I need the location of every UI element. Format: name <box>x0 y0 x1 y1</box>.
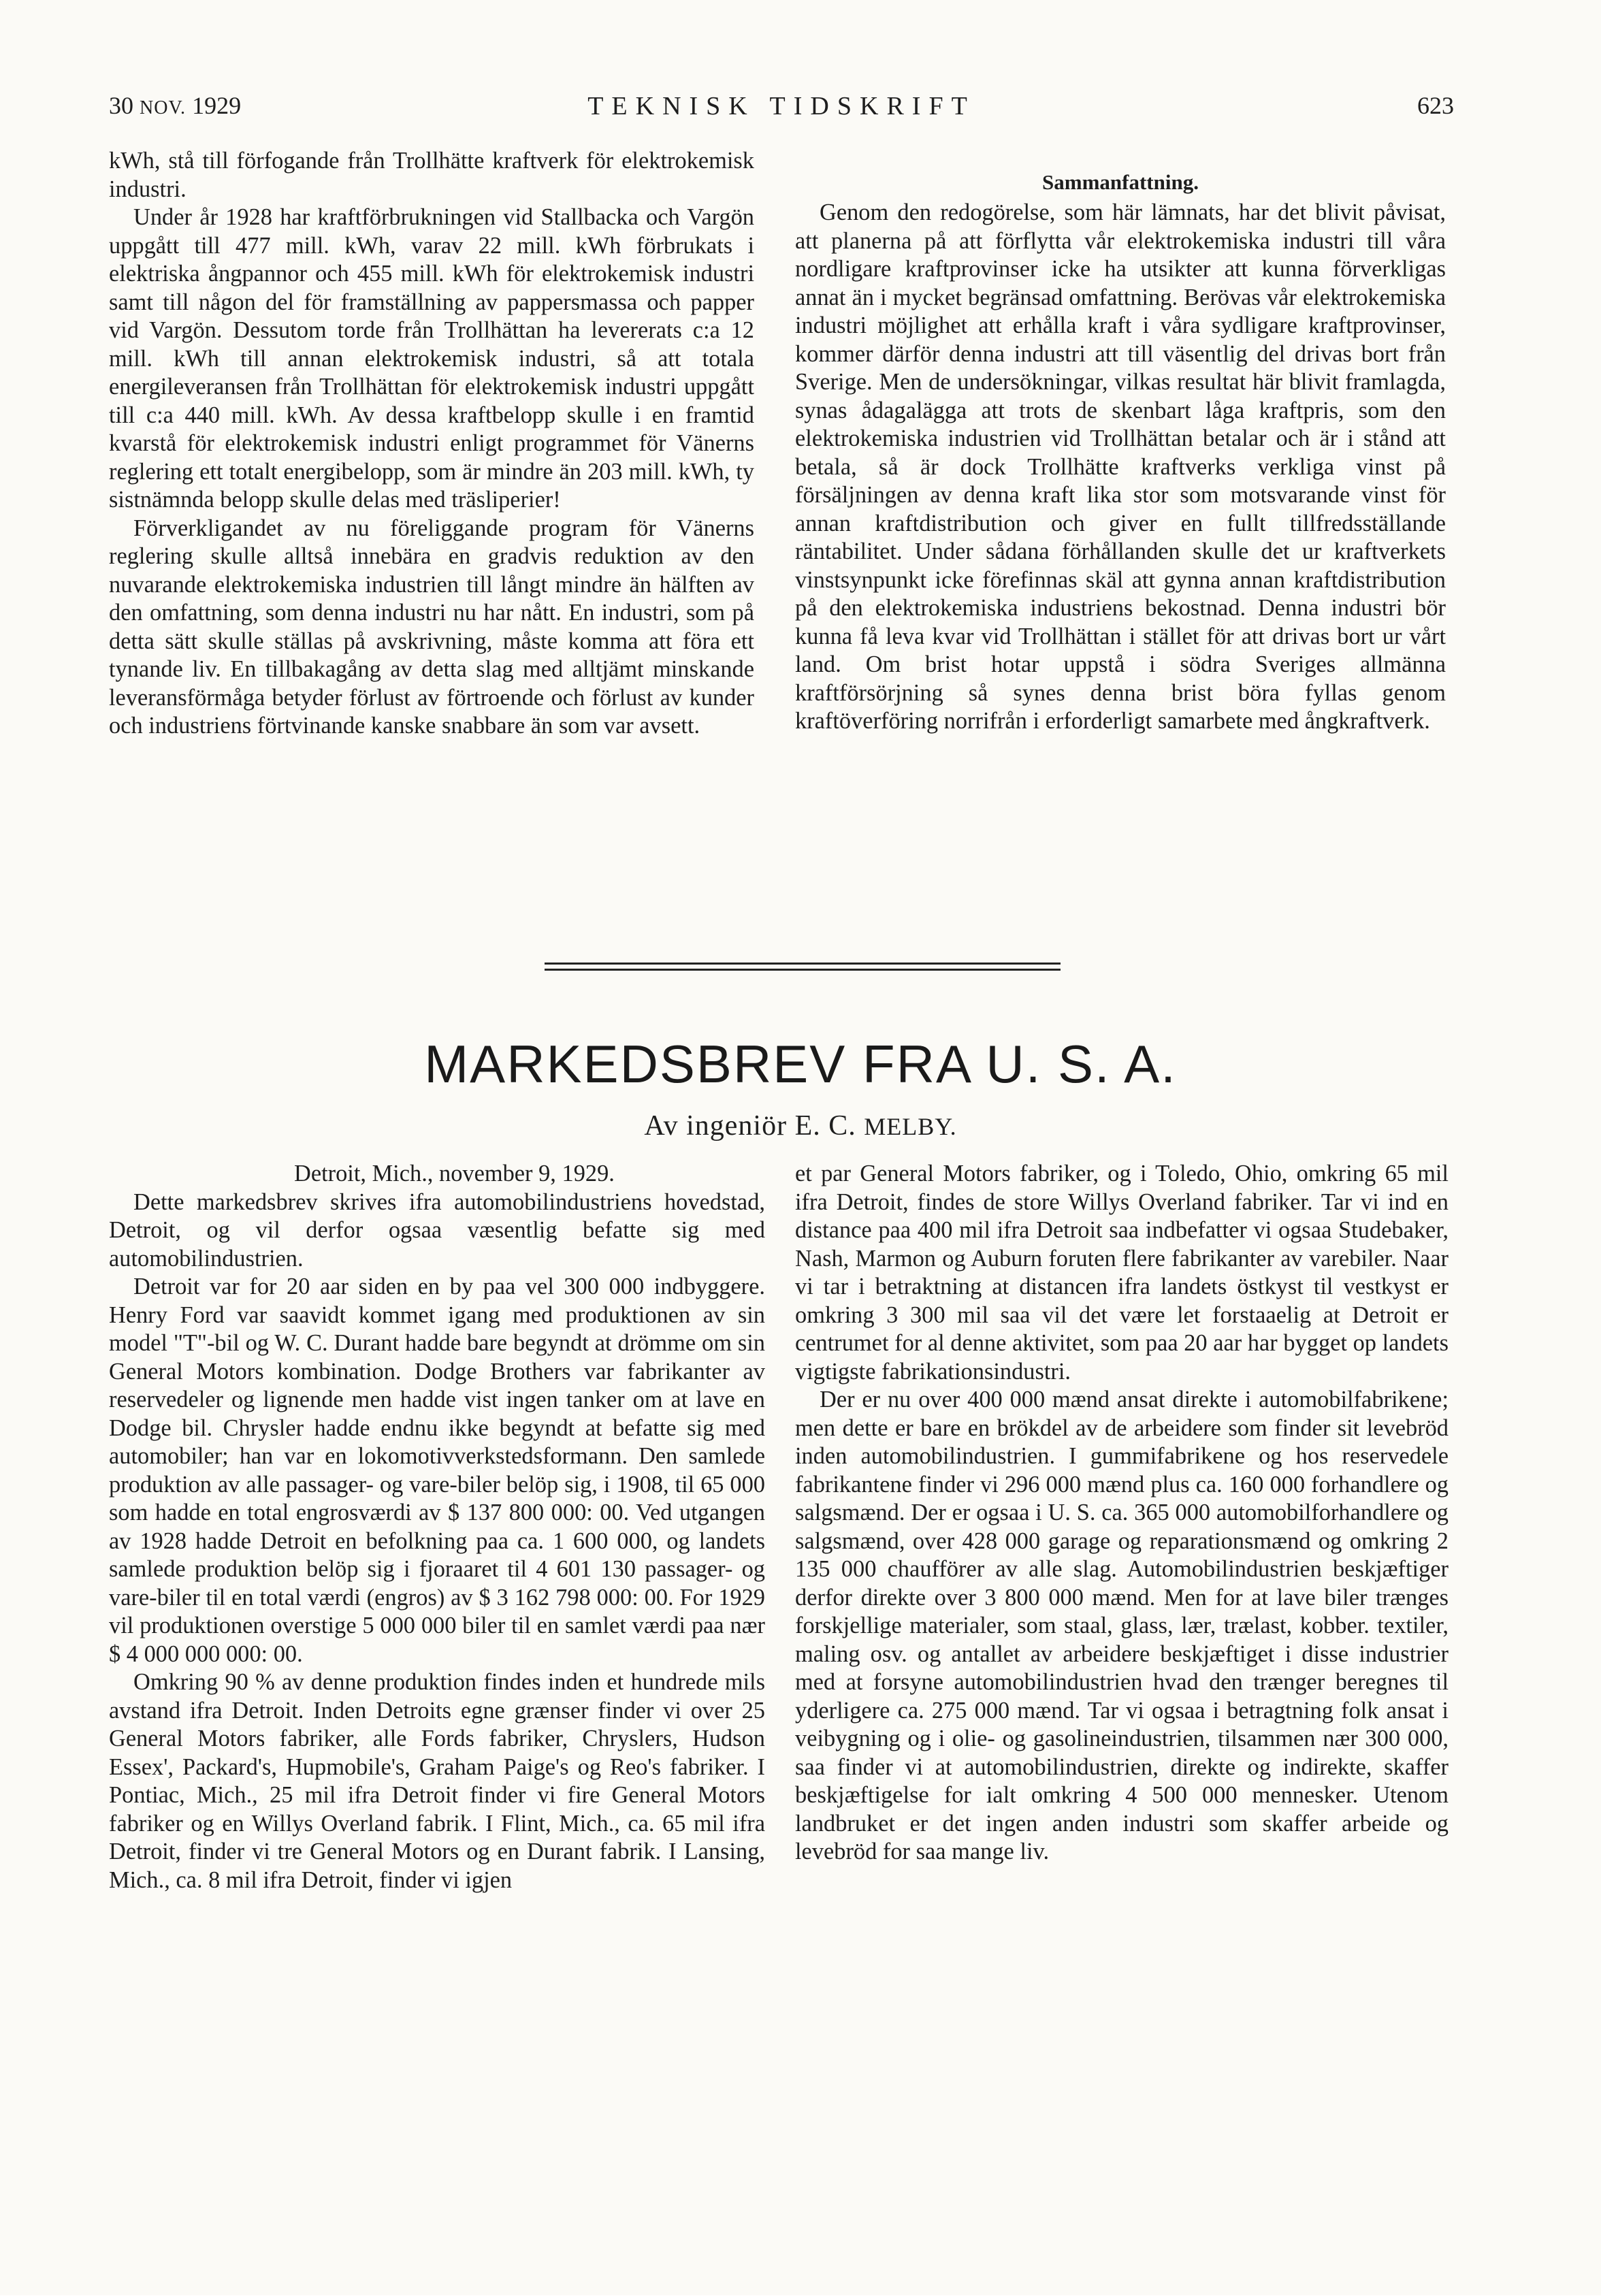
section-divider <box>545 963 1061 971</box>
paragraph: Förverkligandet av nu föreliggande program för Vänerns reglering skulle alltså innebära en gradvis reduktion av den nuvarande elektrokemiska industrien till långt mindre än hälften av den omfattning, som denna industri nu har nått. En industri, som på detta sätt skulle ställas på avskrivning, måste komma att föra ett tynande liv. En tillbakagång av detta slag med alltjämt minskande leveransförmåga betyder förlust av förtroende och förlust av kunder och industriens förtvinande kanske snabbare än som var avsett. <box>109 515 754 739</box>
right-column-bottom <box>795 1160 1449 1866</box>
paragraph: Genom den redogörelse, som här lämnats, har det blivit påvisat, att planerna på att förflytta vår elektrokemiska industri till våra nordligare kraftprovinser icke ha utsikter att kunna förverkligas annat än i mycket begränsad omfattning. Berövas vår elektrokemiska industri möjlighet att erhålla kraft i våra sydligare kraftprovinser, kommer därför denna industri att till väsentlig del drivas bort från Sverige. Men de undersökningar, vilkas resultat här blivit framlagda, synas ådagalägga att trots de skenbart låga kraftpris, som den elektrokemiska industrien vid Trollhättan betalar och är i stånd att betala, så är dock Trollhätte kraftverks verkliga vinst på försäljningen av denna kraft lika stor som motsvarande vinst för annan kraftdistribution och giver en fullt tillfredsställande räntabilitet. Under sådana förhållanden skulle det ur kraftverkets vinstsynpunkt icke förefinnas skäl att gynna annan kraftdistribution på den elektrokemiska industriens bekostnad. Denna industri bör kunna få leva kvar vid Trollhättan i stället för att drivas bort ur vårt land. Om brist hotar uppstå i södra Sveriges allmänna kraftförsörjning så synes denna brist böra fyllas genom kraftöverföring norrifrån i erforderligt samarbete med ångkraftverk. <box>795 199 1446 734</box>
paragraph: kWh, stå till förfogande från Trollhätte kraftverk för elektrokemisk industri. <box>109 148 754 202</box>
paragraph: Der er nu over 400 000 mænd ansat direkte i automobilfabrikene; men dette er bare en brökdel av de arbeidere som finder sit levebröd inden automobilindustrien. I gummifabrikene og hos reservedele fabrikantene finder vi 296 000 mænd plus ca. 160 000 forhandlere og salgsmænd. Der er ogsaa i U. S. ca. 365 000 automobilforhandlere og salgsmænd, over 428 000 garage og reparationsmænd og omkring 2 135 000 chaufförer av alle slag. Automobilindustrien beskjæftiger derfor direkte over 3 800 000 mænd. Men for at lave biler trænges forskjellige materialer, som staal, glass, lær, trælast, kobber. textiler, maling osv. og antallet av arbeidere beskjæftiget i disse industrier med at forsyne automobilindustrien hvad den trænger beregnes til yderligere ca. 275 000 mænd. Tar vi ogsaa i betragtning folk ansat i veibygning og i olie- og gasolineindustrien, tilsammen nær 300 000, saa finder vi at automobilindustrien, direkte og indirekte, skaffer beskjæftigelse for ialt omkring 4 500 000 mennesker. Utenom landbruket er det ingen anden industri som skaffer arbeide og levebröd for saa mange liv. <box>795 1387 1449 1864</box>
issue-month: NOV. <box>140 97 187 118</box>
paragraph: Under år 1928 har kraftförbrukningen vid Stallbacka och Vargön uppgått till 477 mill. kWh, varav 22 mill. kWh förbrukats i elektriska ångpannor och 455 mill. kWh för elektrokemisk industri samt till någon del för framställning av pappersmassa och papper vid Vargön. Dessutom torde från Trollhättan ha levererats c:a 12 mill. kWh till annan elektrokemisk industri, så att totala energileveransen från Trollhättan för elektrokemisk industri uppgått till c:a 440 mill. kWh. Av dessa kraftbelopp skulle i en framtid kvarstå för elektrokemisk industri enligt programmet för Vänerns reglering ett totalt energibelopp, som är mindre än 203 mill. kWh, ty sistnämnda belopp skulle delas med träsliperier! <box>109 204 754 513</box>
paragraph: Dette markedsbrev skrives ifra automobilindustriens hovedstad, Detroit, og vil derfor ogsaa væsentlig befatte sig med automobilindustrien. <box>109 1189 765 1272</box>
left-column-bottom <box>109 1160 765 1894</box>
byline-prefix: Av ingeniör E. C. <box>644 1110 864 1142</box>
summary-heading: Sammanfattning. <box>1042 170 1199 194</box>
page-number: 623 <box>1417 92 1454 119</box>
paragraph: Detroit var for 20 aar siden en by paa vel 300 000 indbyggere. Henry Ford var saavidt kommet igang med produktionen av sin model "T"-bil og W. C. Durant hadde bare begyndt at drömme om sin General Motors kombination. Dodge Brothers var fabrikanter av reservedeler og lignende men hadde vist ingen tanker om at lave en Dodge bil. Chrysler hadde endnu ikke begyndt at befatte sig med automobiler; han var en lokomotivverkstedsformann. Den samlede produktion av alle passager- og vare-biler belöp sig, i 1908, til 65 000 som hadde en total engrosværdi av $ 137 800 000: 00. Ved utgangen av 1928 hadde Detroit en befolkning paa ca. 1 600 000, og landets samlede produktion belöp sig i fjoraaret til 4 601 130 passager- og vare-biler til en total værdi (engros) av $ 3 162 798 000: 00. For 1929 vil produktionen overstige 5 000 000 biler til en samlet værdi paa nær $ 4 000 000 000: 00. <box>109 1274 765 1667</box>
right-column-top <box>795 172 1446 736</box>
article-byline <box>0 1110 1601 1142</box>
running-header <box>109 91 1454 124</box>
paragraph: Omkring 90 % av denne produktion findes inden et hundrede mils avstand ifra Detroit. Inden Detroits egne grænser finder vi over 25 General Motors fabriker, alle Fords fabriker, Chryslers, Hudson Essex', Packard's, Hupmobile's, Graham Paige's og Reo's fabriker. I Pontiac, Mich., 25 mil ifra Detroit finder vi fire General Motors fabriker og en Willys Overland fabrik. I Flint, Mich., ca. 65 mil ifra Detroit, finder vi tre General Motors og en Durant fabrik. I Lansing, Mich., ca. 8 mil ifra Detroit, finder vi igjen <box>109 1669 765 1893</box>
article-title: MARKEDSBREV FRA U. S. A. <box>424 1034 1177 1094</box>
left-column-top <box>109 147 754 741</box>
journal-title: TEKNISK TIDSKRIFT <box>587 92 975 120</box>
issue-day: 30 <box>109 92 133 119</box>
author-name: MELBY. <box>864 1113 957 1140</box>
dateline: Detroit, Mich., november 9, 1929. <box>294 1161 615 1186</box>
paragraph: et par General Motors fabriker, og i Toledo, Ohio, omkring 65 mil ifra Detroit, findes de store Willys Overland fabriker. Tar vi ind en distance paa 400 mil ifra Detroit saa indbefatter vi ogsaa Studebaker, Nash, Marmon og Auburn foruten flere fabrikanter av varebiler. Naar vi tar i betraktning at distancen ifra landets östkyst til vestkyst er omkring 3 300 mil saa vil det være let forstaaelig at Detroit er centrumet for al denne aktivitet, som paa 20 aar har bygget op landets vigtigste fabrikationsindustri. <box>795 1161 1449 1385</box>
issue-year: 1929 <box>192 92 242 119</box>
